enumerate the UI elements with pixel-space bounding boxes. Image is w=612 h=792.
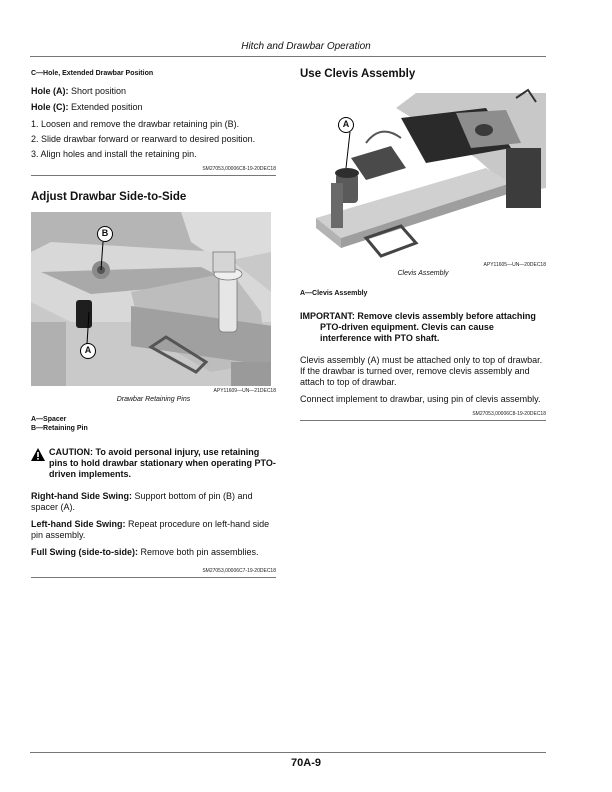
page-number: 70A-9 — [291, 757, 321, 769]
full-swing — [31, 547, 276, 558]
hole-c-label: C—Hole, Extended Drawbar Position — [31, 70, 154, 77]
hole-c-key: Hole (C): — [31, 102, 69, 112]
hole-c-value: Extended position — [68, 102, 143, 112]
section-rule-2 — [31, 577, 276, 578]
full-swing-key: Full Swing (side-to-side): — [31, 547, 138, 557]
clevis-section-rule — [300, 420, 546, 421]
warning-icon — [31, 448, 45, 461]
callout-b: B — [97, 226, 113, 242]
running-header: Hitch and Drawbar Operation — [241, 41, 371, 52]
step-3: 3. Align holes and install the retaining pin. — [31, 149, 197, 159]
clevis-reference-code: SM27053,00006C8-19-20DEC18 — [472, 411, 546, 417]
left-column — [31, 62, 276, 578]
hole-a-value: Short position — [68, 86, 127, 96]
clevis-paragraph-2: Connect implement to drawbar, using pin of clevis assembly. — [300, 394, 541, 404]
footer-rule — [30, 752, 546, 753]
right-column — [300, 62, 546, 421]
step-1: 1. Loosen and remove the drawbar retaining pin (B). — [31, 119, 240, 129]
clevis-image — [306, 88, 546, 258]
image-caption: Drawbar Retaining Pins — [116, 396, 191, 403]
clevis-paragraph-1: Clevis assembly (A) must be attached only to top of drawbar. If the drawbar is turned over, remove clevis assembly and attach to top of drawbar. — [300, 355, 543, 387]
procedure-steps — [31, 119, 276, 160]
caution-block — [31, 447, 276, 480]
callout-a: A — [80, 343, 96, 359]
clevis-illustration — [306, 88, 546, 258]
lh-swing-key: Left-hand Side Swing: — [31, 519, 126, 529]
clevis-image-caption: Clevis Assembly — [397, 270, 449, 277]
section-heading-adjust: Adjust Drawbar Side-to-Side — [31, 191, 187, 203]
callout-a-clevis: A — [338, 117, 354, 133]
rh-swing-key: Right-hand Side Swing: — [31, 491, 132, 501]
important-note: IMPORTANT: Remove clevis assembly before attaching PTO-driven equipment. Clevis can cause interference with PTO shaft. — [300, 311, 536, 343]
rh-swing-value: Support bottom of pin (B) and spacer (A). — [31, 491, 253, 512]
full-swing-value: Remove both pin assemblies. — [138, 547, 259, 557]
section-heading-clevis: Use Clevis Assembly — [300, 68, 416, 80]
header-rule — [30, 56, 546, 57]
step-2: 2. Slide drawbar forward or rearward to desired position. — [31, 134, 256, 144]
lh-swing-value: Repeat procedure on left-hand side pin assembly. — [31, 519, 270, 540]
lh-swing — [31, 519, 276, 541]
hole-a-key: Hole (A): — [31, 86, 69, 96]
reference-code: SM27053,00006C8-19-20DEC18 — [202, 166, 276, 172]
section-rule — [31, 175, 276, 176]
image-ref-code: APY11609—UN—21DEC18 — [213, 388, 276, 394]
drawbar-illustration — [31, 212, 271, 386]
legend-b: B—Retaining Pin — [31, 425, 88, 432]
hole-c-line — [31, 102, 276, 113]
reference-code-2: SM27053,00006C7-19-20DEC18 — [202, 568, 276, 574]
clevis-image-ref: APY11605—UN—20DEC18 — [483, 262, 546, 268]
rh-swing — [31, 491, 276, 513]
hole-a-line — [31, 86, 276, 97]
legend-a: A—Spacer — [31, 416, 67, 423]
caution-text: CAUTION: To avoid personal injury, use retaining pins to hold drawbar stationary when operating PTO-driven implements. — [49, 447, 276, 479]
drawbar-image — [31, 212, 271, 386]
clevis-legend-a: A—Clevis Assembly — [300, 290, 368, 297]
